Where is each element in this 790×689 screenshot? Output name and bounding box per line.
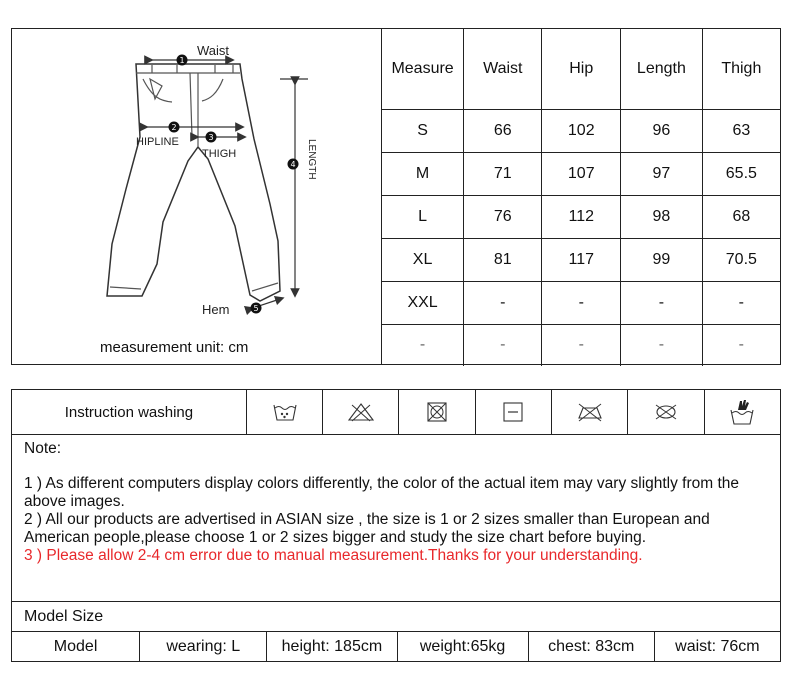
size-table-cell: 63 — [702, 109, 780, 152]
size-table-header-cell: Length — [621, 29, 703, 109]
size-table-cell: 65.5 — [702, 152, 780, 195]
care-instructions-row — [11, 389, 781, 435]
model-size-title: Model Size — [24, 608, 104, 625]
size-table-cell: 70.5 — [702, 238, 780, 281]
size-table — [382, 29, 780, 366]
size-table-cell: M — [382, 152, 464, 195]
no-iron-icon — [551, 390, 627, 434]
model-cell-label: Model — [53, 637, 98, 655]
care-label: Instruction washing — [64, 403, 194, 421]
size-table-cell: 107 — [542, 152, 621, 195]
dry-flat-icon — [475, 390, 551, 434]
no-bleach-icon — [322, 390, 398, 434]
size-table-cell: 97 — [621, 152, 703, 195]
size-table-cell: L — [382, 195, 464, 238]
size-table-row — [382, 109, 780, 152]
model-cell-wearing: wearing: L — [139, 632, 266, 661]
size-chart-panel — [11, 28, 781, 365]
size-table-cell: - — [621, 324, 703, 366]
size-table-cell: S — [382, 109, 464, 152]
size-table-header-cell: Hip — [542, 29, 621, 109]
notes-panel — [11, 434, 781, 602]
model-size-row — [11, 631, 781, 662]
size-table-cell: 81 — [464, 238, 542, 281]
model-cell-waist: waist: 76cm — [654, 632, 780, 661]
hipline-label: HIPLINE — [136, 136, 179, 148]
notes-title: Note: — [24, 440, 62, 457]
note-1: 1 ) As different computers display colors differently, the color of the actual item may vary slightly from the above images. — [24, 475, 740, 510]
length-label: LENGTH — [306, 139, 317, 180]
model-cell-height: height: 185cm — [266, 632, 396, 661]
no-dry-clean-icon — [627, 390, 703, 434]
size-table-cell: 117 — [542, 238, 621, 281]
note-3: 3 ) Please allow 2-4 cm error due to manual measurement.Thanks for your understanding. — [24, 547, 643, 564]
model-cell-weight: weight:65kg — [397, 632, 528, 661]
size-table-row — [382, 152, 780, 195]
size-table-cell: - — [464, 324, 542, 366]
marker-4-number: 4 — [290, 160, 296, 169]
size-table-cell: - — [702, 324, 780, 366]
size-table-row — [382, 281, 780, 324]
size-table-cell: - — [702, 281, 780, 324]
size-table-cell: 112 — [542, 195, 621, 238]
size-table-row — [382, 324, 780, 366]
size-table-cell: - — [542, 324, 621, 366]
size-table-cell: 102 — [542, 109, 621, 152]
marker-5-number: 5 — [253, 304, 259, 313]
hand-wash-only-icon — [704, 390, 780, 434]
thigh-label: THIGH — [202, 148, 237, 160]
size-table-cell: - — [542, 281, 621, 324]
size-table-cell: XXL — [382, 281, 464, 324]
size-table-cell: 76 — [464, 195, 542, 238]
hand-wash-icon — [246, 390, 322, 434]
size-table-cell: 96 — [621, 109, 703, 152]
size-table-cell: 99 — [621, 238, 703, 281]
hem-label: Hem — [202, 302, 230, 317]
measurement-unit-note: measurement unit: cm — [100, 339, 249, 356]
marker-3-number: 3 — [208, 133, 214, 142]
size-table-row — [382, 238, 780, 281]
note-2: 2 ) All our products are advertised in ASIAN size , the size is 1 or 2 sizes smaller than European and American people,please choose 1 or 2 sizes bigger and study the size chart before buying. — [24, 511, 710, 546]
size-table-cell: 66 — [464, 109, 542, 152]
size-table-cell: - — [382, 324, 464, 366]
size-table-header-cell: Thigh — [702, 29, 780, 109]
pants-illustration — [12, 29, 380, 364]
size-table-header-row — [382, 29, 780, 109]
pants-diagram — [12, 29, 382, 364]
model-cell-chest: chest: 83cm — [528, 632, 654, 661]
model-size-header — [11, 601, 781, 632]
size-table-cell: 98 — [621, 195, 703, 238]
size-table-cell: - — [464, 281, 542, 324]
marker-2-number: 2 — [171, 123, 177, 132]
marker-1-number: 1 — [179, 56, 185, 65]
size-table-cell: 68 — [702, 195, 780, 238]
size-table-row — [382, 195, 780, 238]
size-table-header-cell: Waist — [464, 29, 542, 109]
no-tumble-dry-icon — [398, 390, 474, 434]
size-table-cell: - — [621, 281, 703, 324]
size-table-cell: 71 — [464, 152, 542, 195]
size-table-header-cell: Measure — [382, 29, 464, 109]
waist-label: Waist — [197, 43, 230, 58]
size-table-cell: XL — [382, 238, 464, 281]
